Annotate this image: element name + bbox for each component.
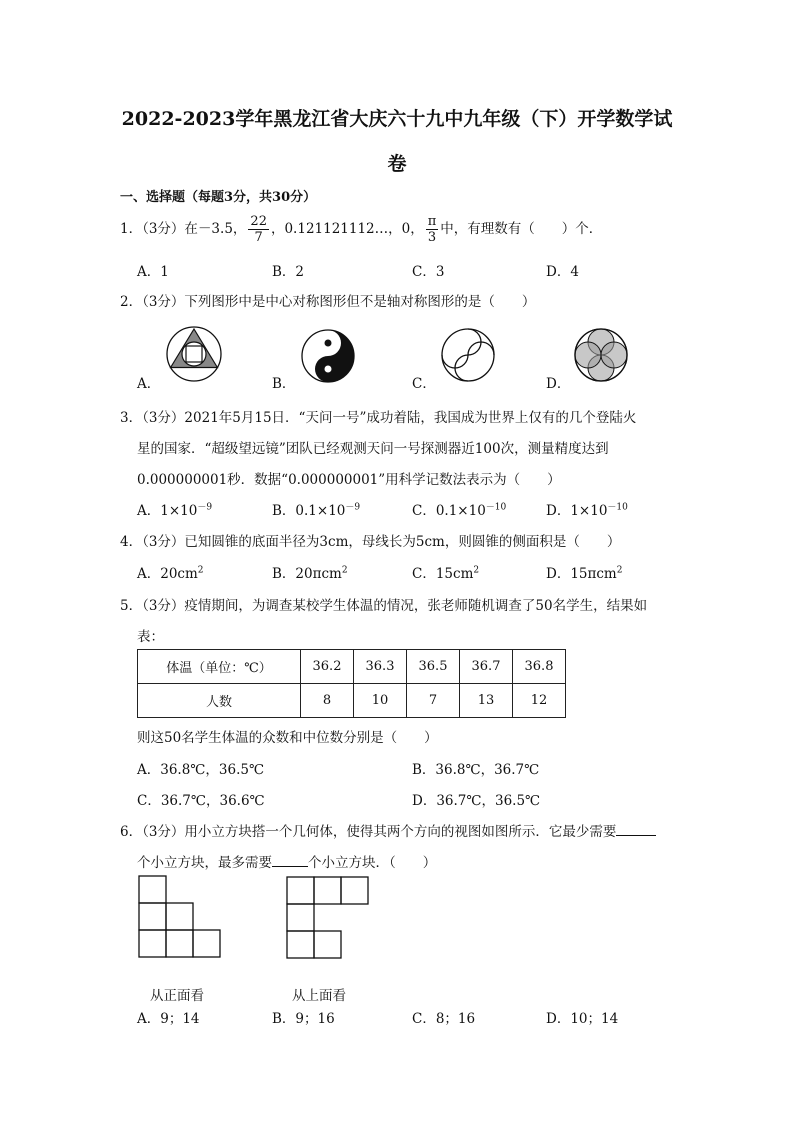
q6-option-a[interactable]: A．9；14 [137, 1011, 200, 1027]
q1-option-c[interactable]: C．3 [412, 264, 445, 280]
question-3-line-3: 0.000000001秒．数据“0.000000001”用科学记数法表示为（ ） [137, 472, 561, 488]
q6-top-view-figure [286, 876, 370, 960]
q2-option-a-label[interactable]: A． [137, 376, 161, 392]
question-3-line-2: 星的国家．“超级望远镜”团队已经观测天问一号探测器近100次，测量精度达到 [137, 441, 609, 457]
q5-option-b[interactable]: B．36.8℃，36.7℃ [412, 762, 540, 778]
q2-option-b-label[interactable]: B． [272, 376, 296, 392]
page-title-continued: 卷 [387, 153, 407, 175]
q3-option-a-exponent: －9 [197, 502, 213, 513]
q3-option-d-exponent: －10 [607, 502, 628, 513]
question-3-line-1: 3．（3分）2021年5月15日．“天问一号”成功着陆，我国成为世界上仅有的几个登陆火 [120, 410, 637, 426]
q1-option-a[interactable]: A．1 [137, 264, 169, 280]
q6-text-3: 个小立方块．（ ） [308, 855, 437, 871]
q4-option-c[interactable] [412, 562, 479, 582]
q6-top-view-caption: 从上面看 [292, 988, 346, 1004]
question-6-line-1 [120, 820, 656, 840]
q4-option-a-base: A．20cm [137, 566, 198, 582]
q3-option-b-base: B．0.1×10 [272, 503, 346, 519]
q2-figure-b-yin-yang[interactable] [300, 328, 356, 384]
section-heading: 一、选择题（每题3分，共30分） [120, 190, 317, 205]
q3-option-b[interactable] [272, 499, 360, 519]
q4-option-b[interactable] [272, 562, 348, 582]
table-cell: 10 [354, 684, 407, 718]
q1-option-d[interactable]: D．4 [546, 264, 579, 280]
table-cell: 36.3 [354, 650, 407, 684]
q4-option-b-exponent: 2 [341, 565, 348, 576]
q3-option-c-exponent: －10 [485, 502, 507, 513]
q6-text-1: 6．（3分）用小立方块搭一个几何体，使得其两个方向的视图如图所示．它最少需要 [120, 824, 617, 840]
q6-option-d[interactable]: D．10；14 [546, 1011, 619, 1027]
q3-option-a[interactable] [137, 499, 212, 519]
question-5-line-1: 5．（3分）疫情期间，为调查某校学生体温的情况，张老师随机调查了50名学生，结果如 [120, 598, 648, 614]
q2-figure-d-petals[interactable] [573, 327, 629, 383]
table-header-cell: 体温（单位：℃） [138, 650, 301, 684]
page-title: 2022-2023学年黑龙江省大庆六十九中九年级（下）开学数学试 [121, 108, 673, 130]
q3-option-c[interactable] [412, 499, 506, 519]
table-cell: 13 [460, 684, 513, 718]
table-cell: 36.7 [460, 650, 513, 684]
table-row [138, 684, 566, 718]
q3-option-d-base: D．1×10 [546, 503, 608, 519]
q6-front-view-figure [138, 875, 222, 959]
q5-option-c[interactable]: C．36.7℃，36.6℃ [137, 793, 265, 809]
q1-frac2-denominator: 3 [427, 230, 437, 245]
q4-option-c-base: C．15cm [412, 566, 474, 582]
q2-figure-a[interactable] [163, 325, 225, 383]
question-5-line-2: 表： [137, 629, 164, 645]
table-cell: 36.2 [301, 650, 354, 684]
question-6-line-2 [137, 851, 436, 871]
answer-blank-1[interactable] [616, 823, 656, 836]
q6-front-view-caption: 从正面看 [150, 988, 204, 1004]
table-cell: 8 [301, 684, 354, 718]
temperature-table [137, 649, 566, 718]
table-cell: 36.5 [407, 650, 460, 684]
q1-fraction-pi-3 [426, 214, 439, 245]
q6-option-b[interactable]: B．9；16 [272, 1011, 335, 1027]
q5-option-a[interactable]: A．36.8℃，36.5℃ [137, 762, 265, 778]
table-header-cell: 人数 [138, 684, 301, 718]
q4-option-a-exponent: 2 [197, 565, 204, 576]
q6-option-c[interactable]: C．8；16 [412, 1011, 476, 1027]
table-row [138, 650, 566, 684]
table-cell: 36.8 [513, 650, 566, 684]
q2-option-d-label[interactable]: D． [546, 376, 571, 392]
question-1 [120, 214, 602, 245]
q1-option-b[interactable]: B．2 [272, 264, 305, 280]
q1-fraction-22-7 [248, 214, 269, 245]
q6-text-2: 个小立方块，最多需要 [137, 855, 272, 871]
q3-option-d[interactable] [546, 499, 628, 519]
q3-option-b-exponent: －9 [345, 502, 361, 513]
q1-frac1-numerator: 22 [250, 214, 267, 229]
q2-option-c-label[interactable]: C． [412, 376, 436, 392]
q3-option-c-base: C．0.1×10 [412, 503, 486, 519]
q5-option-d[interactable]: D．36.7℃，36.5℃ [412, 793, 541, 809]
q1-frac2-numerator: π [427, 214, 437, 229]
q5-question: 则这50名学生体温的众数和中位数分别是（ ） [137, 730, 438, 746]
q4-option-b-base: B．20πcm [272, 566, 342, 582]
question-2: 2．（3分）下列图形中是中心对称图形但不是轴对称图形的是（ ） [120, 294, 536, 310]
q4-option-d-base: D．15πcm [546, 566, 617, 582]
q1-text-3: 中，有理数有（ ）个． [440, 221, 603, 237]
q1-frac1-denominator: 7 [254, 230, 263, 245]
q3-option-a-base: A．1×10 [137, 503, 198, 519]
q4-option-d[interactable] [546, 562, 622, 582]
q1-number: 1．（3分）在 [120, 221, 198, 237]
q4-option-d-exponent: 2 [616, 565, 623, 576]
q2-figure-c-swirl[interactable] [440, 327, 496, 383]
q1-text-1: －3.5， [197, 221, 247, 237]
q4-option-c-exponent: 2 [473, 565, 480, 576]
table-cell: 12 [513, 684, 566, 718]
question-4: 4．（3分）已知圆锥的底面半径为3cm，母线长为5cm，则圆锥的侧面积是（ ） [120, 534, 621, 550]
table-cell: 7 [407, 684, 460, 718]
answer-blank-2[interactable] [272, 854, 308, 867]
q4-option-a[interactable] [137, 562, 204, 582]
q1-text-2: ，0.121121112…，0， [270, 221, 424, 237]
